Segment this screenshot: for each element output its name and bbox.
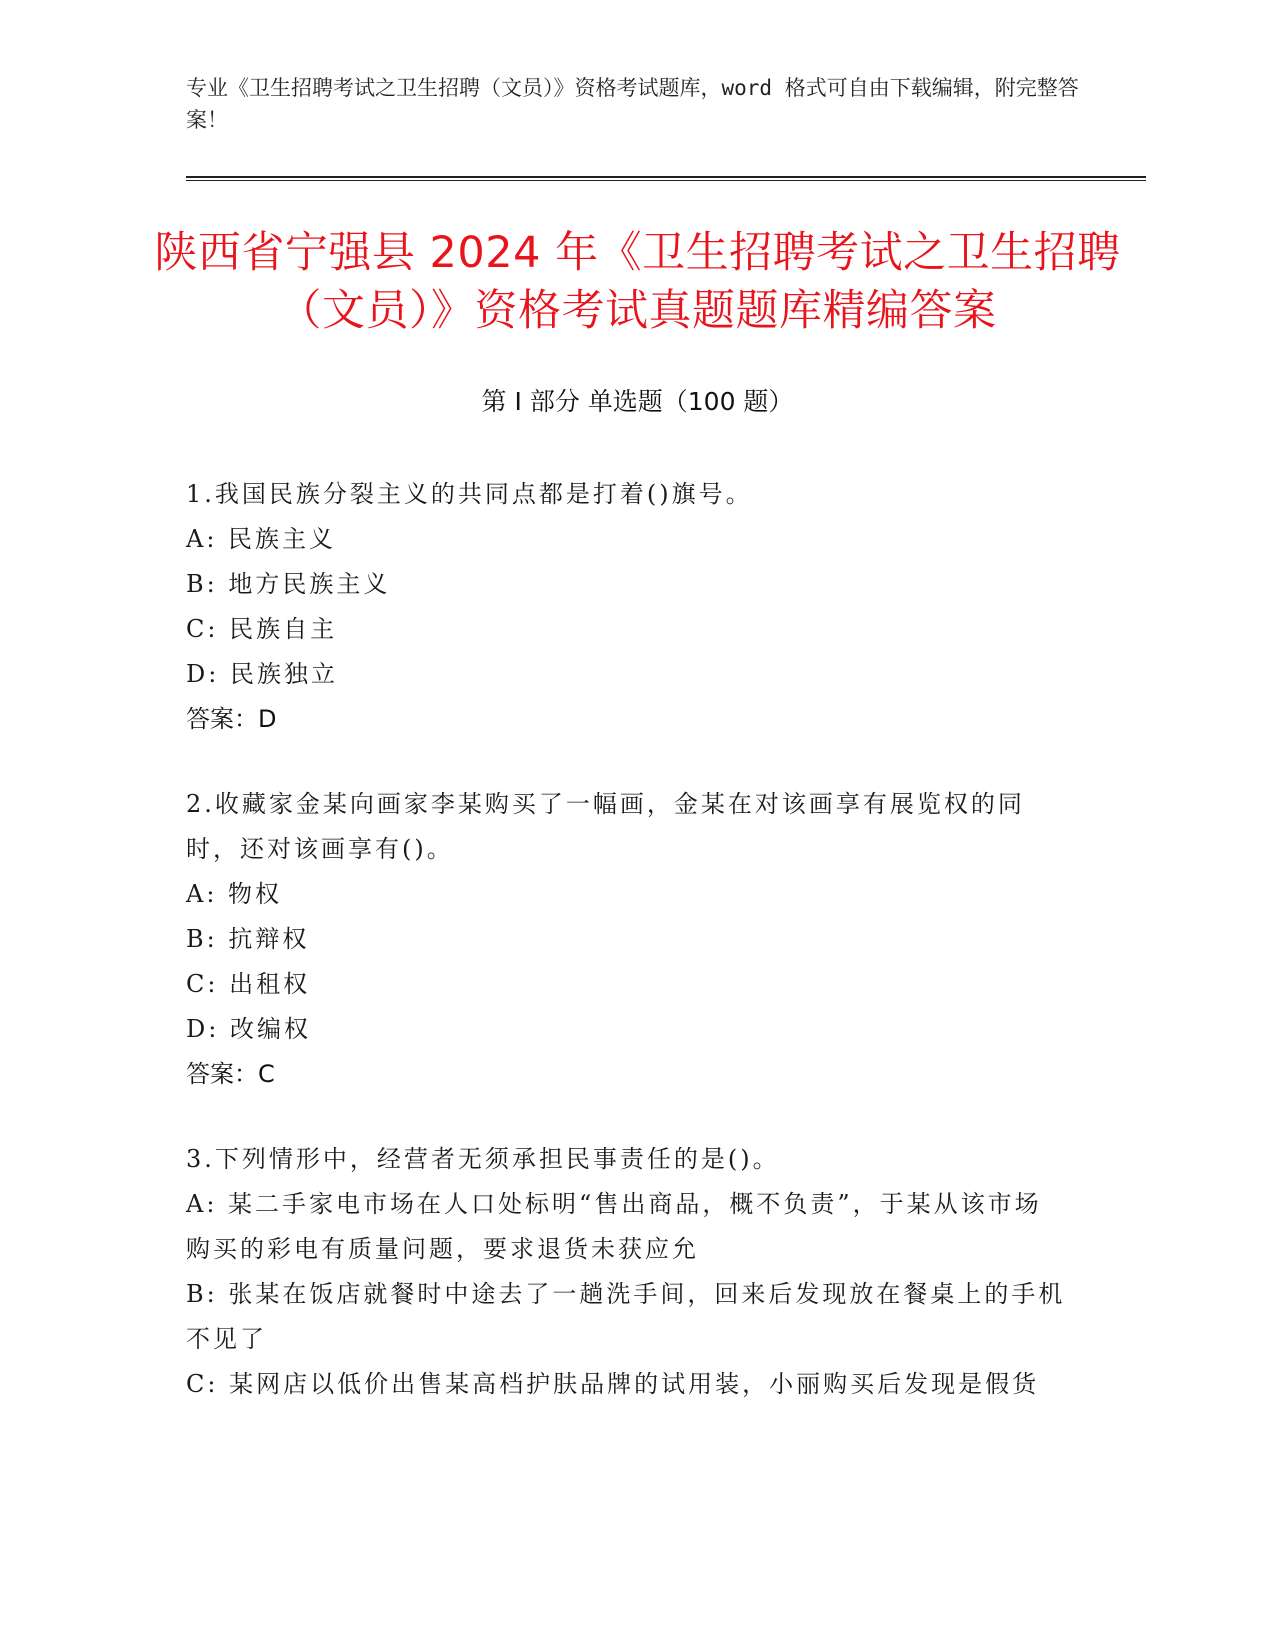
question-stem: 3.下列情形中，经营者无须承担民事责任的是()。 xyxy=(186,1145,780,1173)
header-note: 专业《卫生招聘考试之卫生招聘（文员）》资格考试题库，word 格式可自由下载编辑，附完整答案！ xyxy=(186,76,1079,132)
option-c: C: 出租权 xyxy=(186,970,311,998)
question-1 xyxy=(186,472,1066,742)
option-c: C: 民族自主 xyxy=(186,615,338,643)
header-divider xyxy=(186,176,1146,181)
option-d: D: 改编权 xyxy=(186,1015,311,1043)
question-stem: 2.收藏家金某向画家李某购买了一幅画，金某在对该画享有展览权的同时，还对该画享有()。 xyxy=(186,790,1025,863)
section-title: 第 I 部分 单选题（100 题） xyxy=(481,387,794,416)
option-b: B: 抗辩权 xyxy=(186,925,310,953)
option-a: A: 民族主义 xyxy=(186,525,337,553)
question-3 xyxy=(186,1137,1066,1407)
question-stem: 1.我国民族分裂主义的共同点都是打着()旗号。 xyxy=(186,480,753,508)
question-2 xyxy=(186,782,1066,1097)
option-b: B: 地方民族主义 xyxy=(186,570,391,598)
document-title: 陕西省宁强县 2024 年《卫生招聘考试之卫生招聘（文员）》资格考试真题题库精编答案 xyxy=(154,228,1121,336)
option-a: A: 物权 xyxy=(186,880,283,908)
option-b: B: 张某在饭店就餐时中途去了一趟洗手间，回来后发现放在餐桌上的手机不见了 xyxy=(186,1280,1066,1353)
option-d: D: 民族独立 xyxy=(186,660,338,688)
answer-line: 答案：D xyxy=(186,705,277,733)
option-c: C: 某网店以低价出售某高档护肤品牌的试用装，小丽购买后发现是假货 xyxy=(186,1370,1040,1398)
option-a: A: 某二手家电市场在人口处标明“售出商品，概不负责”，于某从该市场购买的彩电有质量问题，要求退货未获应允 xyxy=(186,1190,1042,1263)
answer-line: 答案：C xyxy=(186,1060,275,1088)
question-list xyxy=(186,472,1066,1447)
